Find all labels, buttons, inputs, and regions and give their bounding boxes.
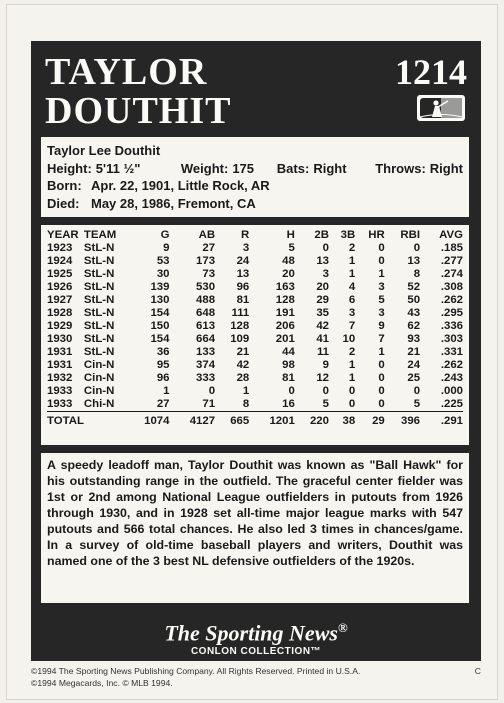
stats-cell-r: 24: [236, 255, 250, 267]
stats-cell-year: 1926: [47, 281, 73, 293]
stats-cell-ab: 530: [196, 281, 216, 293]
born-value: Apr. 22, 1901, Little Rock, AR: [91, 178, 270, 193]
stats-cell-g: 96: [156, 372, 170, 384]
stats-cell-hr: 0: [378, 385, 385, 397]
stats-cell-2b: 11: [316, 346, 329, 358]
stats-cell-ab: 664: [196, 333, 216, 345]
stats-cell-g: 9: [163, 242, 170, 254]
stats-cell-h: 20: [282, 268, 295, 280]
stats-cell-2b: 42: [316, 320, 329, 332]
stats-cell-hr: 5: [378, 294, 385, 306]
stats-cell-avg: .295: [440, 307, 463, 319]
stats-cell-h: 5: [288, 242, 295, 254]
stats-cell-team: StL-N: [83, 346, 115, 358]
player-last-name: DOUTHIT: [45, 90, 232, 132]
stats-cell-2b: 5: [322, 398, 329, 410]
stats-cell-3b: 1: [348, 268, 356, 280]
stats-cell-2b: 9: [322, 359, 329, 371]
stats-cell-r: 96: [236, 281, 250, 293]
stats-cell-rbi: 21: [407, 346, 421, 358]
table-row: [47, 281, 463, 294]
stats-cell-avg: .000: [440, 385, 463, 397]
stats-cell-hr: 3: [378, 281, 385, 293]
stats-cell-2b: 12: [316, 372, 329, 384]
stats-cell-ab: 333: [196, 372, 216, 384]
stats-col-h: H: [286, 229, 295, 241]
table-row: [47, 385, 463, 398]
player-info-box: [41, 137, 469, 217]
stats-cell-hr: 1: [378, 346, 385, 358]
stats-cell-year: 1924: [47, 255, 73, 267]
stats-cell-avg: .185: [440, 242, 463, 254]
stats-cell-3b: 1: [348, 372, 356, 384]
stats-cell-h: 191: [275, 307, 295, 319]
stats-cell-g: 154: [150, 307, 170, 319]
stats-col-team: TEAM: [83, 229, 117, 241]
stats-total-2b: 220: [295, 412, 329, 429]
brand-logo: [31, 615, 481, 646]
stats-cell-team: Cin-N: [83, 372, 115, 384]
stats-cell-avg: .303: [440, 333, 463, 345]
stats-cell-g: 1: [163, 385, 170, 397]
died-label: Died:: [47, 195, 80, 211]
stats-cell-r: 21: [236, 346, 250, 358]
stats-total-hr: 29: [355, 412, 385, 429]
card-number: 1214: [395, 52, 467, 92]
stats-cell-3b: 1: [348, 255, 356, 267]
copyright-line-2: ©1994 Megacards, Inc. © MLB 1994.: [31, 678, 173, 688]
stats-cell-hr: 0: [378, 372, 385, 384]
died-value: May 28, 1986, Fremont, CA: [91, 195, 256, 211]
stats-cell-year: 1931: [47, 359, 73, 371]
stats-cell-2b: 3: [322, 268, 329, 280]
stats-cell-rbi: 52: [407, 281, 421, 293]
stats-cell-year: 1923: [47, 242, 73, 254]
stats-cell-h: 98: [282, 359, 295, 371]
stats-cell-ab: 27: [202, 242, 216, 254]
stats-cell-r: 13: [236, 268, 250, 280]
stats-cell-rbi: 8: [413, 268, 421, 280]
stats-cell-2b: 0: [322, 385, 329, 397]
stats-cell-r: 3: [242, 242, 250, 254]
stats-cell-2b: 41: [316, 333, 329, 345]
stats-cell-hr: 7: [378, 333, 385, 345]
stats-cell-r: 1: [242, 385, 250, 397]
stats-cell-year: 1928: [47, 307, 73, 319]
registered-mark: ®: [337, 620, 348, 635]
stats-cell-h: 206: [275, 320, 295, 332]
stats-cell-ab: 374: [196, 359, 216, 371]
stats-cell-team: StL-N: [83, 320, 115, 332]
stats-cell-hr: 0: [378, 359, 385, 371]
copyright-notice: [31, 665, 481, 689]
stats-body: [47, 242, 463, 412]
stats-cell-h: 128: [275, 294, 295, 306]
stats-cell-avg: .336: [440, 320, 463, 332]
stats-cell-avg: .225: [440, 398, 463, 410]
stats-cell-2b: 35: [316, 307, 329, 319]
stats-cell-team: StL-N: [83, 242, 115, 254]
born-label: Born:: [47, 178, 82, 193]
player-name: [45, 53, 231, 131]
stats-cell-2b: 13: [316, 255, 329, 267]
stats-col-avg: AVG: [439, 229, 463, 241]
stats-cell-rbi: 13: [407, 255, 421, 267]
stats-cell-h: 44: [282, 346, 295, 358]
stats-cell-ab: 648: [196, 307, 216, 319]
copyright-line-1: ©1994 The Sporting News Publishing Company. All Rights Reserved. Printed in U.S.A.: [31, 666, 361, 676]
career-stats-box: [41, 225, 469, 445]
stats-cell-rbi: 24: [407, 359, 421, 371]
stats-cell-team: StL-N: [83, 255, 115, 267]
stats-cell-rbi: 50: [407, 294, 421, 306]
stats-cell-3b: 2: [348, 242, 356, 254]
stats-col-3b: 3B: [340, 229, 356, 241]
stats-cell-g: 95: [156, 359, 170, 371]
stats-col-rbi: RBI: [400, 229, 421, 241]
stats-cell-year: 1933: [47, 385, 73, 397]
stats-cell-g: 130: [150, 294, 170, 306]
stats-col-year: YEAR: [47, 229, 79, 241]
stats-cell-g: 139: [150, 281, 170, 293]
stats-cell-h: 163: [275, 281, 295, 293]
stats-cell-year: 1925: [47, 268, 73, 280]
mlb-batter-logo-icon: [417, 95, 465, 121]
throws-value: Right: [429, 160, 463, 176]
stats-cell-rbi: 93: [407, 333, 421, 345]
stats-cell-year: 1932: [47, 372, 73, 384]
stats-cell-g: 150: [150, 320, 170, 332]
stats-cell-rbi: 0: [413, 385, 421, 397]
stats-cell-3b: 3: [348, 307, 356, 319]
stats-cell-year: 1929: [47, 320, 73, 332]
table-row: [47, 333, 463, 346]
stats-cell-avg: .243: [440, 372, 463, 384]
stats-cell-ab: 133: [196, 346, 216, 358]
stats-cell-team: Chi-N: [83, 398, 115, 410]
card-code: C: [474, 666, 481, 676]
stats-cell-year: 1933: [47, 398, 73, 410]
stats-cell-ab: 73: [202, 268, 216, 280]
stats-cell-h: 48: [282, 255, 295, 267]
table-row: [47, 294, 463, 307]
stats-cell-g: 27: [156, 398, 170, 410]
height-value: 5'11 ½": [95, 160, 141, 176]
stats-total-year: TOTAL: [47, 412, 84, 429]
collection-name: CONLON COLLECTION™: [190, 646, 322, 658]
stats-cell-hr: 0: [378, 255, 385, 267]
stats-cell-avg: .262: [440, 359, 463, 371]
stats-total-h: 1201: [249, 412, 295, 429]
table-row: [47, 268, 463, 281]
stats-cell-year: 1930: [47, 333, 73, 345]
stats-cell-hr: 1: [378, 268, 385, 280]
stats-cell-avg: .277: [440, 255, 463, 267]
stats-cell-avg: .331: [440, 346, 463, 358]
player-first-name: TAYLOR: [45, 51, 208, 93]
stats-cell-team: StL-N: [83, 281, 115, 293]
table-row: [47, 346, 463, 359]
stats-cell-h: 201: [275, 333, 295, 345]
stats-cell-team: StL-N: [83, 307, 115, 319]
stats-cell-team: Cin-N: [83, 359, 115, 371]
stats-cell-2b: 29: [316, 294, 329, 306]
weight-label: Weight:: [180, 160, 229, 176]
stats-cell-rbi: 62: [407, 320, 421, 332]
stats-total-avg: .291: [420, 412, 463, 429]
stats-total-row: [47, 412, 463, 429]
stats-cell-ab: 173: [196, 255, 216, 267]
stats-cell-3b: 1: [348, 359, 356, 371]
stats-cell-ab: 0: [208, 385, 216, 397]
stats-total-ab: 4127: [169, 412, 215, 429]
stats-cell-3b: 6: [348, 294, 356, 306]
stats-total-g: 1074: [124, 412, 170, 429]
player-biography: A speedy leadoff man, Taylor Douthit was known as "Ball Hawk" for his outstanding range in the outfield. The graceful center fielder was 1st or 2nd among National League outfielders in putouts from 1926 through 1930, and in 1928 set all-time major league marks with 547 putouts and 566 total chances. He also led 3 times in chances/game. In a survey of old-time baseball players and writers, Douthit was named one of the 3 best NL defensive outfielders of the 1920s.: [41, 453, 469, 603]
card-panel: [31, 41, 481, 661]
stats-cell-3b: 0: [348, 398, 356, 410]
table-row: [47, 307, 463, 320]
bats-value: Right: [313, 160, 347, 176]
stats-col-2b: 2B: [314, 229, 329, 241]
height-label: Height:: [47, 160, 92, 176]
weight-value: 175: [232, 160, 255, 176]
stats-cell-team: StL-N: [83, 294, 115, 306]
stats-cell-team: StL-N: [83, 333, 115, 345]
stats-cell-3b: 2: [348, 346, 356, 358]
stats-cell-r: 42: [236, 359, 250, 371]
table-row: [47, 242, 463, 255]
stats-cell-r: 111: [231, 307, 250, 319]
stats-cell-h: 81: [282, 372, 295, 384]
stats-cell-rbi: 0: [413, 242, 421, 254]
stats-cell-ab: 613: [196, 320, 216, 332]
throws-label: Throws:: [375, 160, 426, 176]
stats-cell-h: 16: [282, 398, 295, 410]
stats-cell-avg: .262: [440, 294, 463, 306]
stats-total-rbi: 396: [385, 412, 420, 429]
stats-cell-r: 128: [230, 320, 250, 332]
stats-cell-g: 36: [156, 346, 170, 358]
stats-cell-g: 53: [156, 255, 170, 267]
stats-cell-3b: 4: [348, 281, 356, 293]
table-row: [47, 359, 463, 372]
stats-cell-rbi: 5: [413, 398, 421, 410]
stats-col-r: R: [241, 229, 250, 241]
stats-col-ab: AB: [198, 229, 216, 241]
stats-cell-team: Cin-N: [83, 385, 115, 397]
full-name: Taylor Lee Douthit: [47, 143, 161, 158]
stats-cell-avg: .308: [440, 281, 463, 293]
stats-col-g: G: [160, 229, 170, 241]
stats-cell-2b: 20: [316, 281, 329, 293]
baseball-card-back: [6, 4, 498, 700]
stats-cell-r: 28: [236, 372, 250, 384]
bats-label: Bats:: [276, 160, 310, 176]
brand-name: The Sporting News: [164, 620, 338, 646]
stats-cell-hr: 9: [378, 320, 385, 332]
stats-total-team: [84, 412, 124, 429]
stats-cell-3b: 0: [348, 385, 356, 397]
stats-cell-year: 1931: [47, 346, 73, 358]
table-row: [47, 372, 463, 385]
stats-cell-ab: 71: [202, 398, 216, 410]
stats-cell-team: StL-N: [83, 268, 115, 280]
stats-cell-g: 154: [150, 333, 170, 345]
stats-cell-r: 109: [230, 333, 250, 345]
stats-header-row: [47, 229, 463, 242]
stats-cell-g: 30: [156, 268, 170, 280]
stats-total-r: 665: [215, 412, 249, 429]
stats-cell-h: 0: [288, 385, 295, 397]
stats-cell-rbi: 25: [407, 372, 421, 384]
stats-cell-hr: 3: [378, 307, 385, 319]
career-stats-table: [47, 229, 463, 428]
card-footer: [31, 609, 481, 661]
stats-cell-avg: .274: [440, 268, 463, 280]
table-row: [47, 398, 463, 412]
stats-cell-2b: 0: [322, 242, 329, 254]
stats-cell-hr: 0: [378, 242, 385, 254]
stats-total-3b: 38: [329, 412, 355, 429]
stats-cell-r: 81: [236, 294, 250, 306]
stats-col-hr: HR: [368, 229, 385, 241]
stats-cell-r: 8: [242, 398, 250, 410]
table-row: [47, 255, 463, 268]
stats-cell-3b: 7: [348, 320, 356, 332]
stats-cell-year: 1927: [47, 294, 73, 306]
stats-cell-3b: 10: [342, 333, 356, 345]
stats-cell-hr: 0: [378, 398, 385, 410]
table-row: [47, 320, 463, 333]
stats-cell-rbi: 43: [407, 307, 421, 319]
stats-cell-ab: 488: [196, 294, 216, 306]
